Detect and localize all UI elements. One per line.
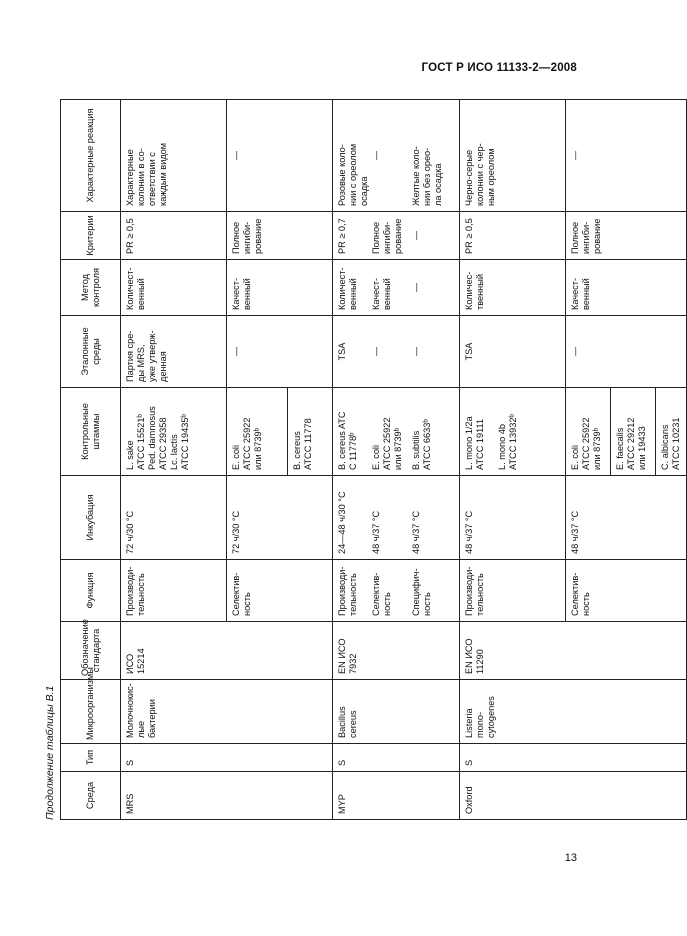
method-entry: — [411, 282, 421, 293]
cell-reference-group [333, 316, 460, 388]
table-row [460, 100, 566, 820]
cell-standard: EN ИСО 11290 [460, 622, 566, 680]
cell-reaction-group [333, 100, 460, 212]
cell-reaction: — [227, 100, 333, 212]
cell-method-group [333, 260, 460, 316]
cell-criteria: PR ≥ 0,5 [460, 212, 566, 260]
cell-medium: MYP [333, 772, 460, 820]
cell-type-empty [566, 744, 687, 772]
cell-microorganism: Listeria mono- cytogenes [460, 680, 566, 744]
cell-criteria: Полное ингиби- рование [227, 212, 333, 260]
cell-reference: — [227, 316, 333, 388]
cell-medium-empty [566, 772, 687, 820]
cell-criteria: PR ≥ 0,5 [121, 212, 227, 260]
strain-entry: B. cereus ATCC 11778 [292, 418, 313, 470]
cell-type: S [121, 744, 227, 772]
cell-strains-group [566, 388, 687, 476]
col-header-reference-media: Эталонные среды [61, 316, 121, 388]
cell-type: S [460, 744, 566, 772]
table-row [566, 100, 687, 820]
cell-function: Производи- тельность [460, 560, 566, 622]
table-caption: Продолжение таблицы В.1 [44, 685, 56, 820]
reference-entry: — [371, 346, 381, 357]
cell-function: Селектив- ность [227, 560, 333, 622]
cell-incubation: 48 ч/37 °С [460, 476, 566, 560]
col-header-control-strains: Контрольные штаммы [61, 388, 121, 476]
cell-medium: Oxford [460, 772, 566, 820]
cell-strains: L. mono 1/2a ATCC 19111 L. mono 4b ATCC 13932ᵇ [460, 388, 566, 476]
cell-method: Количест- венный [121, 260, 227, 316]
col-header-incubation: Инкубация [61, 476, 121, 560]
rotated-table-block [40, 100, 681, 820]
cell-medium: MRS [121, 772, 227, 820]
reference-entry: TSA [337, 342, 347, 361]
incubation-entry: 48 ч/37 °С [411, 510, 421, 554]
cell-reaction: Характерные колонии в со- ответствии с каждым видом [121, 100, 227, 212]
cell-function: Селектив- ность [566, 560, 687, 622]
function-entry: Производи- тельность [337, 566, 358, 616]
cell-strains: L. sake ATCC 15521ᵇ Ped. damnosus ATCC 29358 Lc. lactis ATCC 19435ᵇ [121, 388, 227, 476]
col-header-microorganisms: Микроорганизмы [61, 680, 121, 744]
reference-entry: — [411, 346, 421, 357]
strain-entry: B. cereus ATC C 11778ᵇ [337, 411, 358, 470]
strain-entry: E. faecalis ATCC 29212 или 19433 [611, 388, 656, 475]
strain-entry: B. subtilis ATCC 6633ᵇ [411, 419, 432, 470]
cell-medium-empty [227, 772, 333, 820]
criteria-entry: Полное ингиби- рование [371, 218, 403, 254]
col-header-control-method: Метод контроля [61, 260, 121, 316]
cell-strains-group [333, 388, 460, 476]
table-row [227, 100, 333, 820]
incubation-entry: 48 ч/37 °С [371, 510, 381, 554]
col-header-medium: Среда [61, 772, 121, 820]
cell-reference: Партия сре- ды MRS, уже утверж- денная [121, 316, 227, 388]
criteria-entry: PR ≥ 0,7 [337, 218, 347, 254]
cell-function-group [333, 560, 460, 622]
page-number: 13 [564, 852, 577, 864]
function-entry: Специфич- ность [411, 568, 432, 616]
method-entry: Качест- венный [371, 277, 392, 310]
table-row [121, 100, 227, 820]
cell-microorganism: Bacillus cereus [333, 680, 460, 744]
reaction-entry: — [371, 150, 381, 161]
incubation-entry: 24—48 ч/30 °С [337, 491, 347, 554]
cell-reaction: — [566, 100, 687, 212]
col-header-reaction: Характерные реакция [61, 100, 121, 212]
strain-entry: E. coli ATCC 25922 или 8739ᵇ [566, 388, 611, 475]
cell-criteria: Полное ингиби- рование [566, 212, 687, 260]
col-header-criteria: Критерии [61, 212, 121, 260]
cell-reaction: Черно-серые колонии с чер- ным ореолом [460, 100, 566, 212]
criteria-entry: — [411, 230, 421, 241]
document-code-header: ГОСТ Р ИСО 11133-2—2008 [421, 62, 577, 74]
cell-strains-group [227, 388, 333, 476]
cell-method: Количес- твенный [460, 260, 566, 316]
col-header-function: Функция [61, 560, 121, 622]
col-header-standard: Обозначение стандарта [61, 622, 121, 680]
cell-incubation-group [333, 476, 460, 560]
cell-incubation: 72 ч/30 °С [227, 476, 333, 560]
cell-reference: — [566, 316, 687, 388]
cell-standard: ИСО 15214 [121, 622, 227, 680]
cell-method: Качест- венный [227, 260, 333, 316]
reaction-entry: Розовые коло- нии с ореолом осадка [337, 143, 369, 206]
cell-standard: EN ИСО 7932 [333, 622, 460, 680]
cell-type-empty [227, 744, 333, 772]
cell-reference: TSA [460, 316, 566, 388]
strain-entry: E. coli ATCC 25922 или 8739ᵇ [227, 388, 288, 475]
cell-standard-empty [566, 622, 687, 680]
cell-method: Качест- венный [566, 260, 687, 316]
col-header-type: Тип [61, 744, 121, 772]
cell-microorganism-empty [227, 680, 333, 744]
cell-microorganism: Молочнокис- лые бактерии [121, 680, 227, 744]
cell-criteria-group [333, 212, 460, 260]
cell-microorganism-empty [566, 680, 687, 744]
reaction-entry: Желтые коло- нии без орео- ла осадка [411, 146, 443, 206]
method-entry: Количест- венный [337, 267, 358, 310]
media-control-table [60, 99, 687, 820]
cell-standard-empty [227, 622, 333, 680]
table-header-row [61, 100, 121, 820]
cell-incubation: 48 ч/37 °С [566, 476, 687, 560]
cell-function: Производи- тельность [121, 560, 227, 622]
cell-type: S [333, 744, 460, 772]
function-entry: Селектив- ность [371, 572, 392, 616]
table-row [333, 100, 460, 820]
strain-entry: C. albicans ATCC 10231 [660, 417, 681, 470]
strain-entry: E. coli ATCC 25922 или 8739ᵇ [371, 417, 403, 470]
cell-incubation: 72 ч/30 °С [121, 476, 227, 560]
